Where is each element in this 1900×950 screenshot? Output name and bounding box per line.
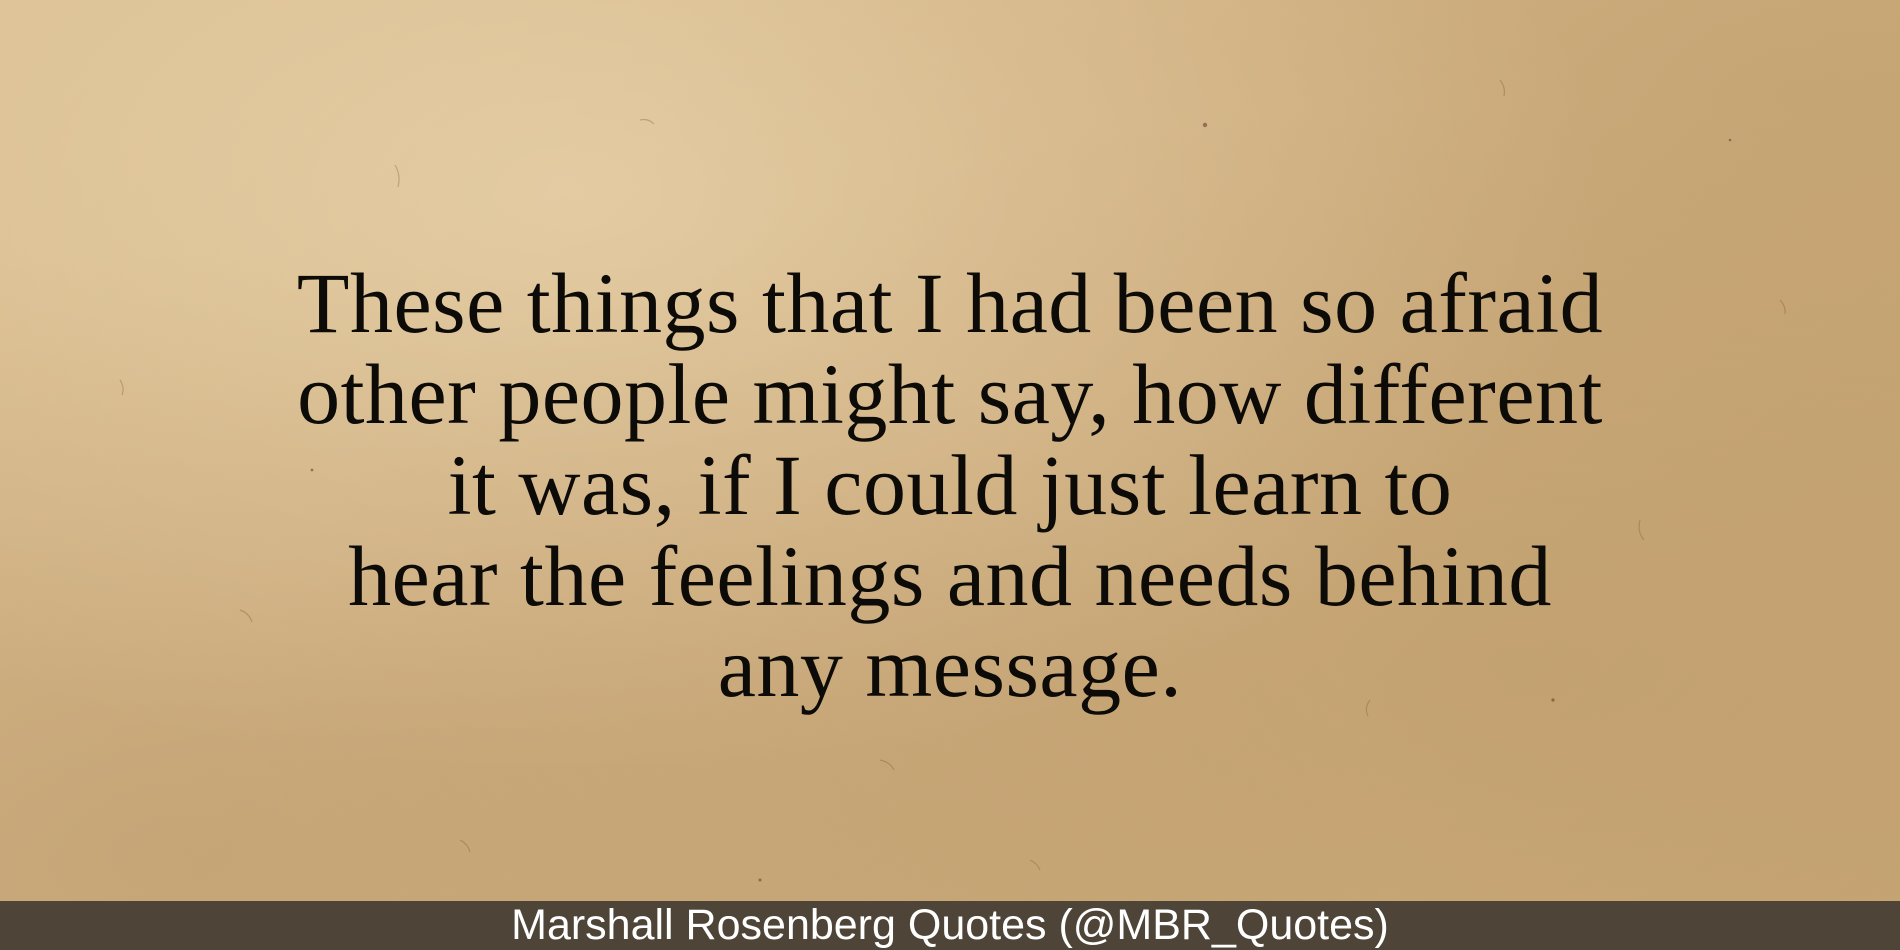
quote-text [0, 255, 1900, 715]
quote-line-5: any message. [717, 619, 1183, 715]
attribution-bar [0, 901, 1900, 950]
quote-line-2: other people might say, how different [297, 346, 1603, 442]
attribution-text: Marshall Rosenberg Quotes (@MBR_Quotes) [511, 901, 1389, 949]
quote-line-3: it was, if I could just learn to [447, 437, 1453, 533]
quote-line-1: These things that I had been so afraid [296, 255, 1604, 351]
quote-line-4: hear the feelings and needs behind [348, 528, 1552, 624]
